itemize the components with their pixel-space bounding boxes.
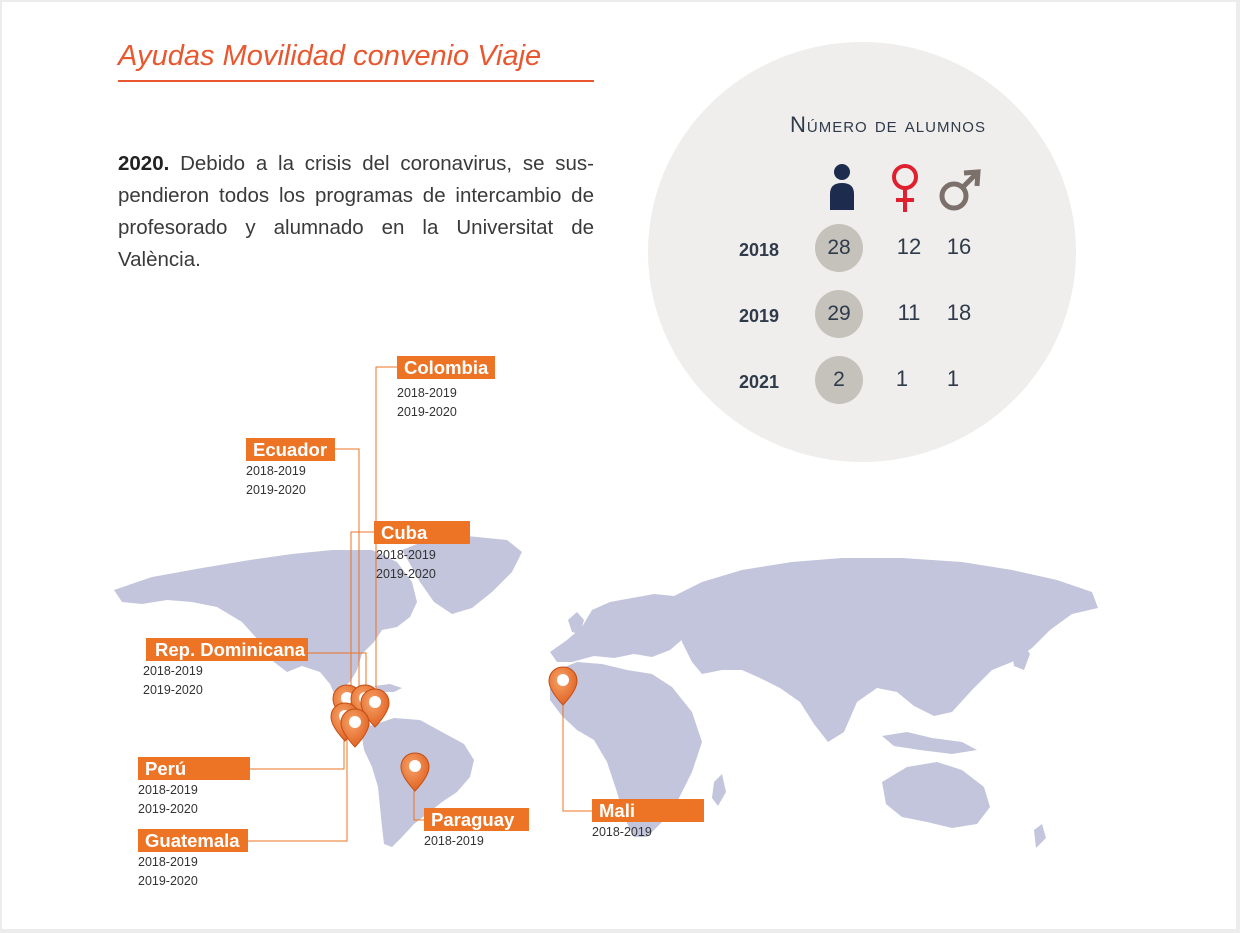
guatemala-leader-line bbox=[248, 724, 347, 841]
period-text: 2018-2019 bbox=[397, 386, 457, 400]
period-text: 2018-2019 bbox=[138, 855, 198, 869]
country-label-rep-dominicana: Rep. Dominicana bbox=[146, 638, 308, 661]
year-label: 2018 bbox=[739, 240, 780, 260]
period-text: 2018-2019 bbox=[138, 783, 198, 797]
year-label: 2019 bbox=[739, 306, 780, 326]
indonesia-shape bbox=[882, 732, 977, 754]
peru-leader-line bbox=[250, 724, 344, 769]
country-label-paraguay: Paraguay bbox=[424, 808, 529, 831]
madagascar-shape bbox=[712, 774, 726, 806]
australia-shape bbox=[882, 762, 990, 828]
country-label-cuba: Cuba bbox=[374, 521, 470, 544]
page-title: Ayudas Movilidad convenio Viaje bbox=[118, 40, 542, 72]
total-bubble: 29 bbox=[815, 290, 863, 338]
male-count: 18 bbox=[946, 300, 972, 325]
female-count: 11 bbox=[897, 300, 921, 325]
period-text: 2019-2020 bbox=[246, 483, 306, 497]
period-text: 2018-2019 bbox=[592, 825, 652, 839]
year-label: 2021 bbox=[739, 372, 780, 392]
male-count: 1 bbox=[946, 366, 960, 391]
total-bubble: 28 bbox=[815, 224, 863, 272]
asia-shape bbox=[674, 558, 1098, 742]
stats-heading: Número de alumnos bbox=[790, 112, 986, 137]
country-label-colombia: Colombia bbox=[397, 356, 495, 379]
intro-text: Debido a la crisis del coronavirus, se sus-pendieron todos los programas de intercambio de profesorado y alumnado en la Universitat de València. bbox=[118, 152, 594, 271]
period-text: 2019-2020 bbox=[376, 567, 436, 581]
period-text: 2019-2020 bbox=[397, 405, 457, 419]
period-text: 2019-2020 bbox=[143, 683, 203, 697]
period-text: 2018-2019 bbox=[246, 464, 306, 478]
period-text: 2019-2020 bbox=[138, 874, 198, 888]
infographic-page bbox=[2, 2, 1236, 929]
period-text: 2018-2019 bbox=[424, 834, 484, 848]
country-label-peru: Perú bbox=[138, 757, 250, 780]
country-label-guatemala: Guatemala bbox=[138, 829, 248, 852]
female-count: 12 bbox=[896, 234, 922, 259]
period-text: 2018-2019 bbox=[143, 664, 203, 678]
female-count: 1 bbox=[895, 366, 909, 391]
intro-year: 2020. bbox=[118, 152, 170, 175]
total-bubble: 2 bbox=[815, 356, 863, 404]
period-text: 2018-2019 bbox=[376, 548, 436, 562]
country-label-mali: Mali bbox=[592, 799, 704, 822]
period-text: 2019-2020 bbox=[138, 802, 198, 816]
new-zealand-shape bbox=[1034, 824, 1046, 848]
male-count: 16 bbox=[946, 234, 972, 259]
country-label-ecuador: Ecuador bbox=[246, 438, 335, 461]
